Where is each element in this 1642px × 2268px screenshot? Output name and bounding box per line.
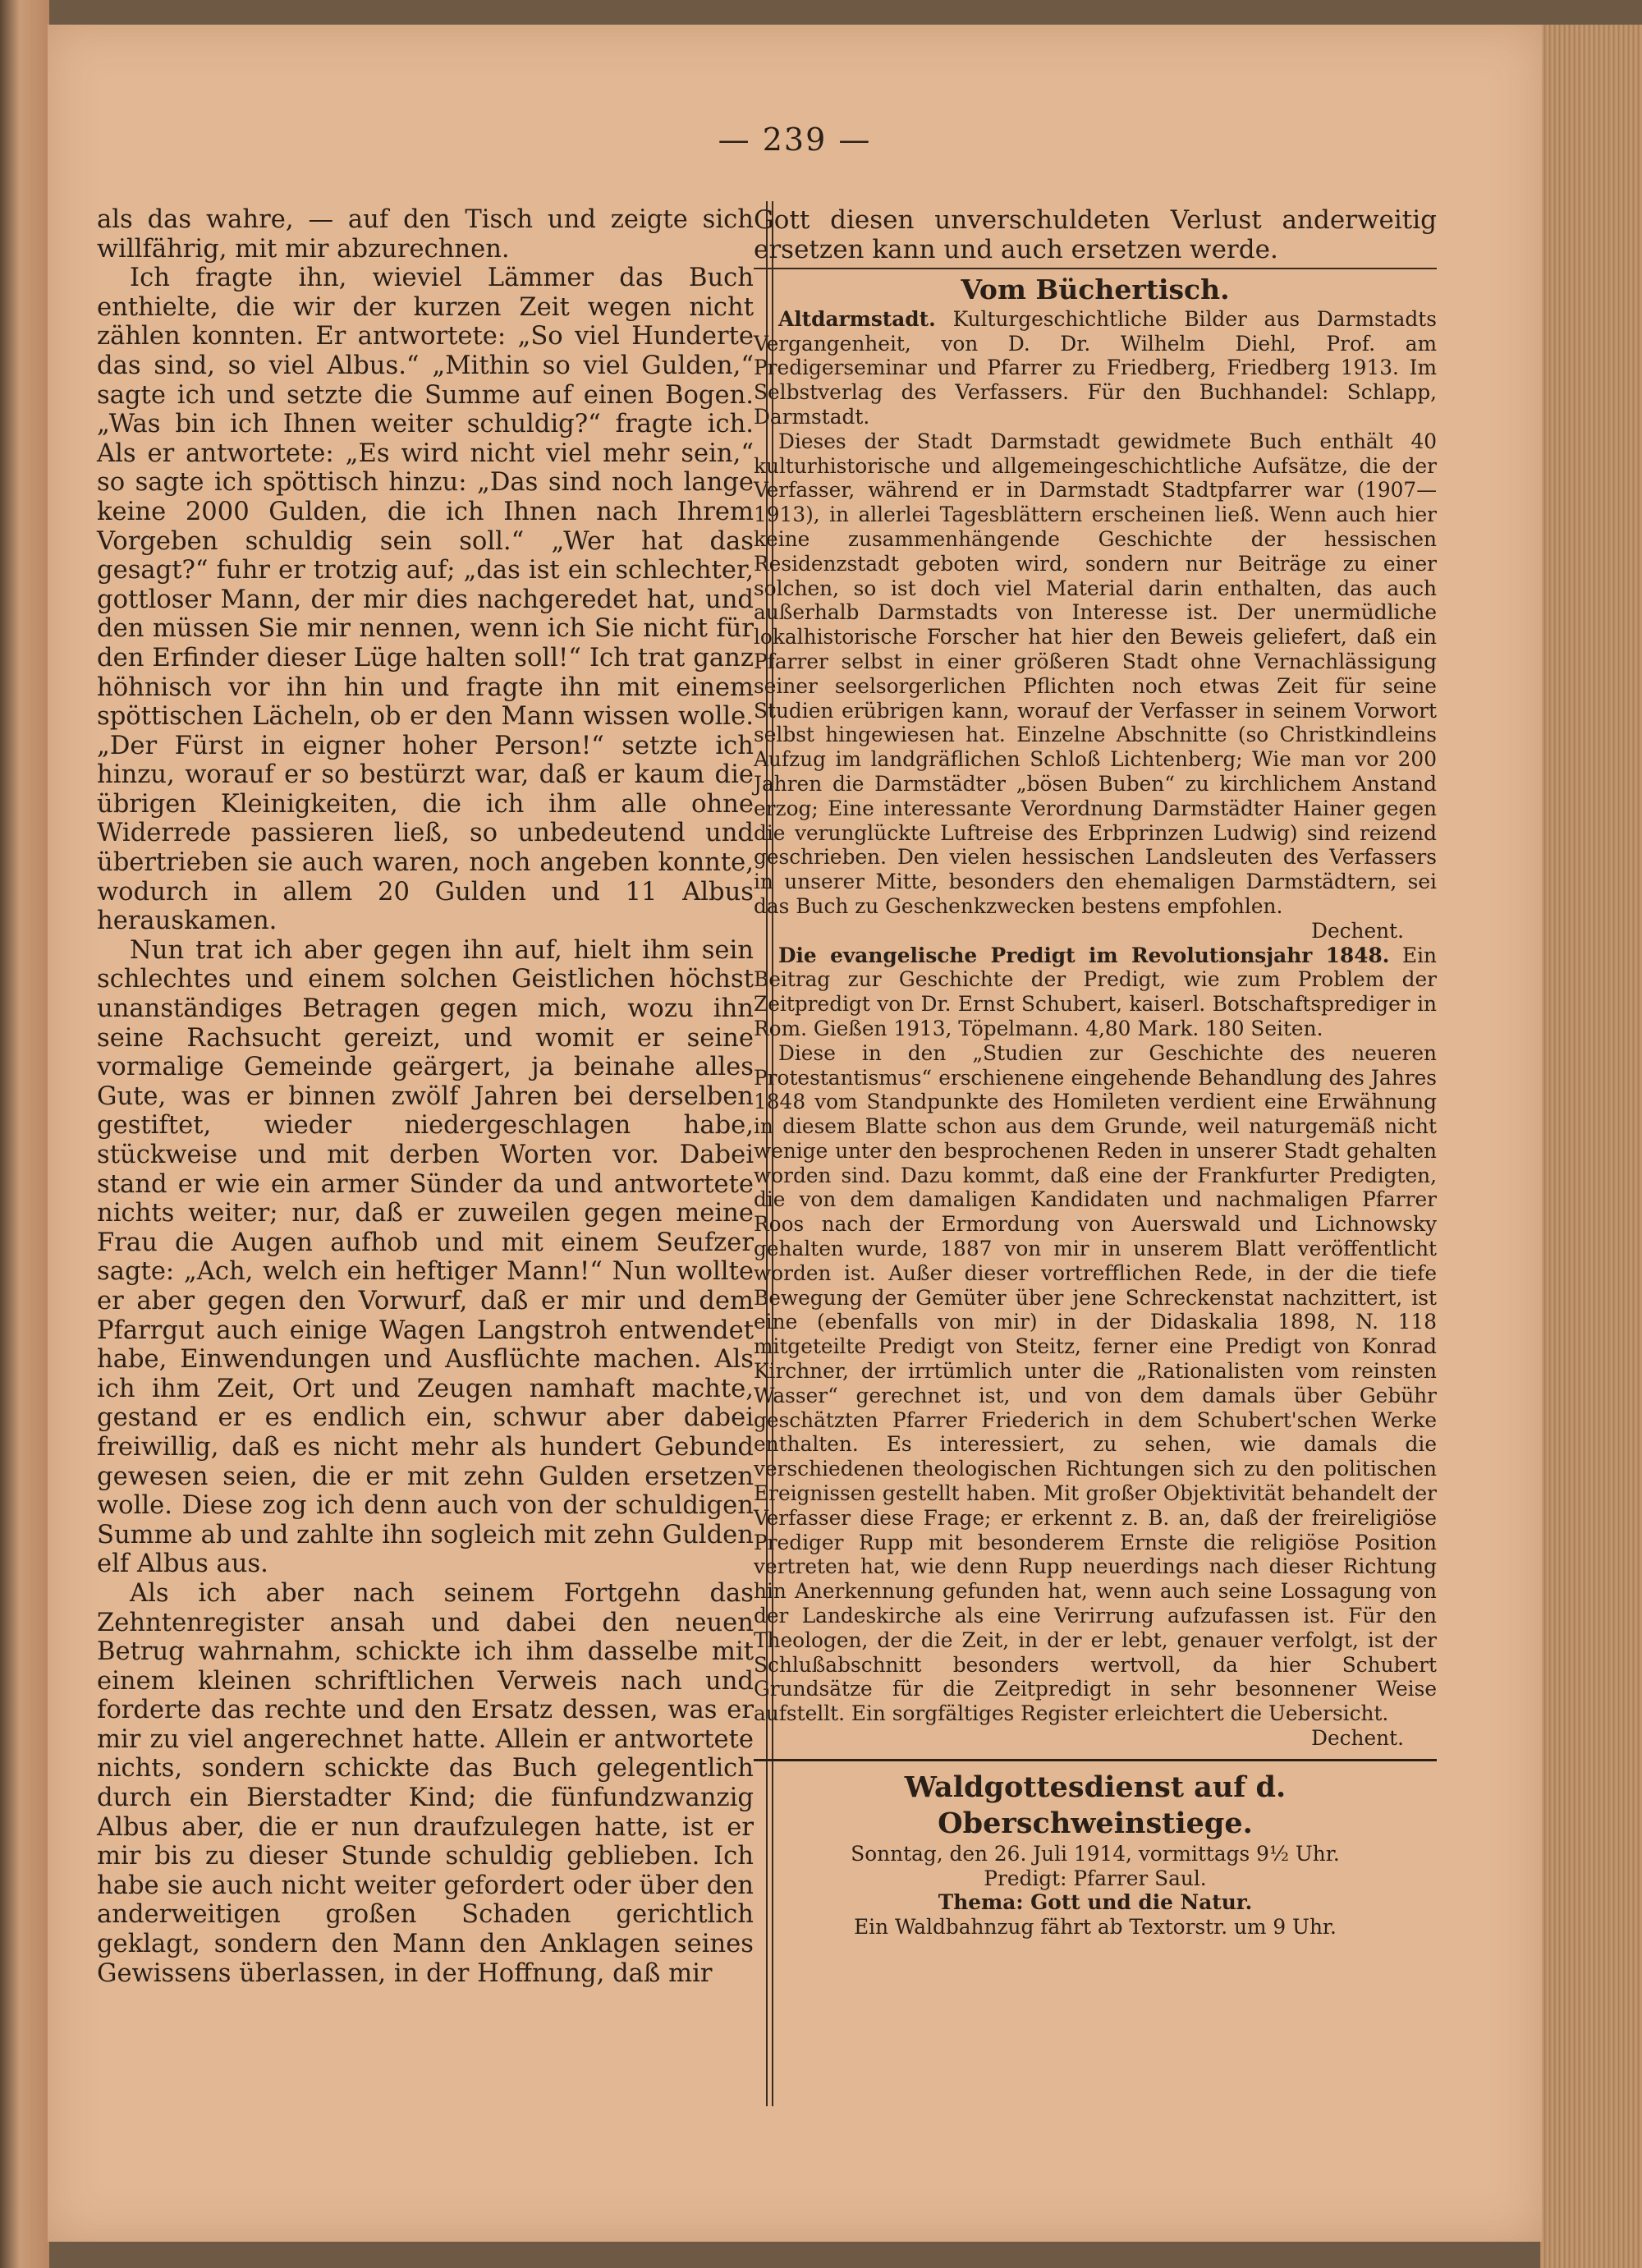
review-predigt-header: [754, 943, 1437, 1041]
book-page-edges: [1540, 25, 1642, 2268]
adjacent-page-edge: [0, 0, 49, 2268]
notice-topic: Thema: Gott und die Natur.: [938, 1890, 1253, 1915]
paragraph: Nun trat ich aber gegen ihn auf, hielt ihm sein schlechtes und einem solchen Geistlichen höchst unanständiges Betragen gegen mich, wozu ihn seine Rachsucht gereizt, und womit er seine vormalige Gemeinde geärgert, ja beinahe alles Gute, was er binnen zwölf Jahren bei derselben gestiftet, wieder niedergeschlagen habe, stückweise und mit derben Worten vor. Dabei stand er wie ein armer Sünder da und antwortete nichts weiter; nur, daß er zuweilen gegen meine Frau die Augen aufhob und mit einem Seufzer sagte: „Ach, welch ein heftiger Mann!“ Nun wollte er aber gegen den Vorwurf, daß er mir und dem Pfarrgut auch einige Wagen Langstroh entwendet habe, Einwendungen und Ausflüchte machen. Als ich ihm Zeit, Ort und Zeugen namhaft machte, gestand er es endlich ein, schwur aber dabei freiwillig, daß es nicht mehr als hundert Gebund gewesen seien, die er mit zehn Gulden ersetzen wolle. Diese zog ich denn auch von der schuldigen Summe ab und zahlte ihn sogleich mit zehn Gulden elf Albus aus.: [97, 935, 754, 1579]
left-column: [97, 205, 754, 1988]
review-biblio: Ein Beitrag zur Geschichte der Predigt, wie zum Problem der Zeitpredigt von Dr. Ernst Schubert, kaiserl. Botschaftsprediger in Rom. Gießen 1913, Töpelmann. 4,80 Mark. 180 Seiten.: [754, 943, 1438, 1040]
right-column: [754, 205, 1437, 1940]
notice-title: Waldgottesdienst auf d. Oberschweinstiege.: [904, 1770, 1287, 1840]
review-body: Diese in den „Studien zur Geschichte des neueren Protestantismus“ erschienene eingehende Behandlung des Jahres 1848 vom Standpunkte des Homileten verdient eine Erwähnung in diesem Blatte schon aus dem Grunde, weil naturgemäß nicht wenige unter den besprochenen Reden in unserer Stadt gehalten worden sind. Dazu kommt, daß eine der Frankfurter Predigten, die von dem damaligen Kandidaten und nachmaligen Pfarrer Roos nach der Ermordung von Auerswald und Lichnowsky gehalten wurde, 1887 von mir in unserem Blatt veröffentlicht worden ist. Außer dieser vortrefflichen Rede, in der die tiefe Bewegung der Gemüter über jene Schreckenstat nachzittert, ist eine (ebenfalls von mir) in der Didaskalia 1898, N. 118 mitgeteilte Predigt von Steitz, ferner eine Predigt von Konrad Kirchner, der irrtümlich unter die „Rationalisten vom reinsten Wasser“ gerechnet ist, und von dem damals über Gebühr geschätzten Pfarrer Friederich in dem Schubert'schen Werke enthalten. Es interessiert, zu sehen, wie damals die verschiedenen theologischen Richtungen sich zu den politischen Ereignissen gestellt haben. Mit großer Objektivität behandelt der Verfasser diese Frage; er erkennt z. B. an, daß der freireligiöse Prediger Rupp mit besonderem Ernste die religiöse Position vertreten hat, wie denn Rupp neuerdings nach dieser Richtung hin Anerkennung gefunden hat, wenn auch seine Lossagung von der Landeskirche als eine Verirrung aufzufassen ist. Für den Theologen, der die Zeit, in der er lebt, genauer verfolgt, ist der Schlußabschnitt besonders wertvoll, da hier Schubert Grundsätze für die Zeitpredigt in sehr besonnener Weise aufstellt. Ein sorgfältiges Register erleichtert die Uebersicht.: [754, 1040, 1437, 1726]
book-page: [48, 25, 1542, 2242]
notice-rule: [754, 1759, 1437, 1761]
section-title: Vom Büchertisch.: [961, 273, 1230, 305]
notice-date: Sonntag, den 26. Juli 1914, vormittags 9½ Uhr.: [851, 1841, 1340, 1866]
notice-preacher: Predigt: Pfarrer Saul.: [984, 1866, 1207, 1890]
review-body: Dieses der Stadt Darmstadt gewidmete Buch enthält 40 kulturhistorische und allgemeingeschichtliche Aufsätze, die der Verfasser, während er in Darmstadt Stadtpfarrer war (1907—1913), in allerlei Tagesblättern erscheinen ließ. Wenn auch hier keine zusammenhängende Geschichte der hessischen Residenzstadt geboten wird, sondern nur Beiträge zu einer solchen, so ist doch viel Material darin enthalten, das auch außerhalb Darmstadts von Interesse ist. Der unermüdliche lokalhistorische Forscher hat hier den Beweis geliefert, daß ein Pfarrer selbst in einer größeren Stadt ohne Vernachlässigung seiner seelsorgerlichen Pflichten noch etwas Zeit für seine Studien erübrigen kann, worauf der Verfasser in seinem Vorwort selbst hingewiesen hat. Einzelne Abschnitte (so Christkindleins Aufzug im landgräflichen Schloß Lichtenberg; Wie man vor 200 Jahren die Darmstädter „bösen Buben“ zu kirchlichem Anstand erzog; Eine interessante Verordnung Darmstädter Hainer gegen die verunglückte Luftreise des Erbprinzen Ludwig) sind reizend geschrieben. Den vielen hessischen Landsleuten des Verfassers in unserer Mitte, besonders den ehemaligen Darmstädtern, sei das Buch zu Geschenkzwecken bestens empfohlen.: [754, 429, 1437, 918]
section-rule: [754, 268, 1437, 269]
review-signature: Dechent.: [1311, 918, 1404, 943]
page-number: — 239 —: [718, 122, 872, 158]
review-title: Altdarmstadt.: [778, 306, 936, 331]
review-title: Die evangelische Predigt im Revolutionsjahr 1848.: [778, 943, 1390, 967]
paragraph: als das wahre, — auf den Tisch und zeigte sich willfährig, mit mir abzurechnen.: [97, 205, 754, 264]
review-biblio: Kulturgeschichtliche Bilder aus Darmstadts Vergangenheit, von D. Dr. Wilhelm Diehl, Prof. am Predigerseminar und Pfarrer zu Friedberg, Friedberg 1913. Im Selbstverlag des Verfassers. Für den Buchhandel: Schlapp, Darmstadt.: [754, 306, 1437, 429]
review-signature: Dechent.: [1311, 1726, 1404, 1751]
paragraph: Gott diesen unverschuldeten Verlust anderweitig ersetzen kann und auch ersetzen werde.: [754, 205, 1437, 264]
notice-train: Ein Waldbahnzug fährt ab Textorstr. um 9 Uhr.: [854, 1915, 1337, 1940]
paragraph: Ich fragte ihn, wieviel Lämmer das Buch enthielte, die wir der kurzen Zeit wegen nicht zählen konnten. Er antwortete: „So viel Hunderte das sind, so viel Albus.“ „Mithin so viel Gulden,“ sagte ich und setzte die Summe auf einen Bogen. „Was bin ich Ihnen weiter schuldig?“ fragte ich. Als er antwortete: „Es wird nicht viel mehr sein,“ so sagte ich spöttisch hinzu: „Das sind noch lange keine 2000 Gulden, die ich Ihnen nach Ihrem Vorgeben schuldig sein soll.“ „Wer hat das gesagt?“ fuhr er trotzig auf; „das ist ein schlechter, gottloser Mann, der mir dies nachgeredet hat, und den müssen Sie mir nennen, wenn ich Sie nicht für den Erfinder dieser Lüge halten soll!“ Ich trat ganz höhnisch vor ihn hin und fragte ihn mit einem spöttischen Lächeln, ob er den Mann wissen wolle. „Der Fürst in eigner hoher Person!“ setzte ich hinzu, worauf er so bestürzt war, daß er kaum die übrigen Kleinigkeiten, die ich ihm alle ohne Widerrede passieren ließ, so unbedeutend und übertrieben sie auch waren, noch angeben konnte, wodurch in allem 20 Gulden und 11 Albus herauskamen.: [97, 264, 754, 936]
paragraph: Als ich aber nach seinem Fortgehn das Zehntenregister ansah und dabei den neuen Betrug wahrnahm, schickte ich ihm dasselbe mit einem kleinen schriftlichen Verweis nach und forderte das rechte und den Ersatz dessen, was er mir zu viel angerechnet hatte. Allein er antwortete nichts, sondern schickte das Buch gelegentlich durch ein Bierstadter Kind; die fünfundzwanzig Albus aber, die er nun draufzulegen hatte, ist er mir bis zu dieser Stunde schuldig geblieben. Ich habe sie auch nicht weiter gefordert oder über den anderweitigen großen Schaden gerichtlich geklagt, sondern den Mann den Anklagen seines Gewissens überlassen, in der Hoffnung, daß mir: [97, 1578, 754, 1988]
review-altdarmstadt-header: [754, 307, 1437, 429]
